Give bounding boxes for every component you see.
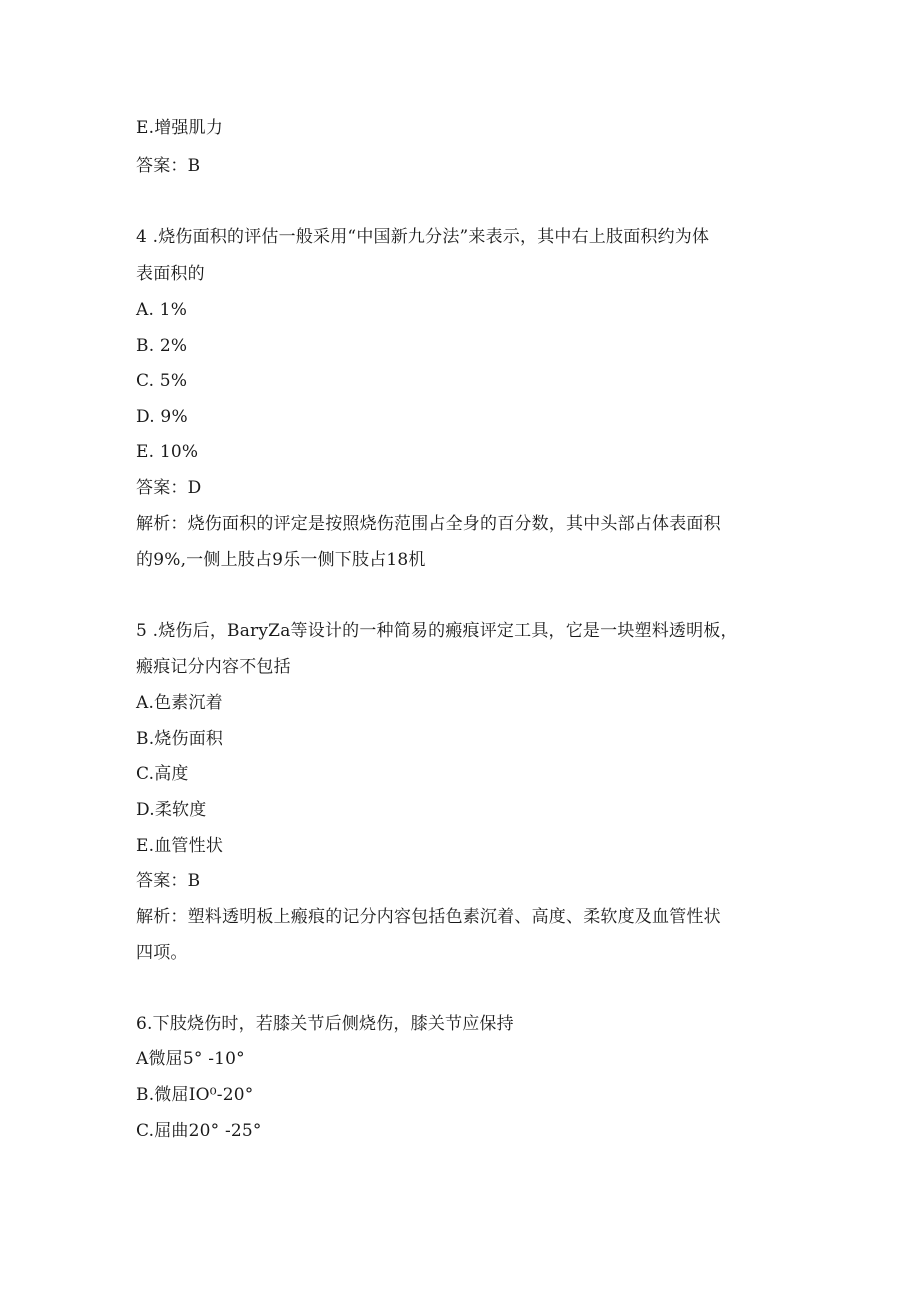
q4-option-e: E. 10% — [136, 442, 199, 462]
q6-stem: 6.下肢烧伤时，若膝关节后侧烧伤，膝关节应保持 — [136, 1014, 514, 1034]
q5-option-e: E.血管性状 — [136, 836, 224, 856]
q3-option-e: E.增强肌力 — [136, 118, 224, 138]
q4-option-d: D. 9% — [136, 407, 188, 427]
q5-explanation-line-1: 解析：塑料透明板上瘢痕的记分内容包括色素沉着、高度、柔软度及血管性状 — [136, 907, 721, 927]
q5-option-a: A.色素沉着 — [136, 693, 223, 713]
q6-option-a: A微屈5° -10° — [136, 1049, 245, 1069]
q5-stem-line-1: 5 .烧伤后，BaryZa等设计的一种简易的瘢痕评定工具，它是一块塑料透明板， — [136, 621, 738, 641]
q6-option-b: B.微屈IO⁰-20° — [136, 1085, 254, 1105]
q4-answer: 答案：D — [136, 478, 202, 498]
q5-stem-line-2: 瘢痕记分内容不包括 — [136, 657, 291, 677]
q4-option-a: A. 1% — [136, 300, 188, 320]
q4-explanation-line-1: 解析：烧伤面积的评定是按照烧伤范围占全身的百分数，其中头部占体表面积 — [136, 514, 721, 534]
q4-option-b: B. 2% — [136, 336, 188, 356]
q5-option-d: D.柔软度 — [136, 800, 207, 820]
q4-stem-line-1: 4 .烧伤面积的评估一般采用“中国新九分法”来表示，其中右上肢面积约为体 — [136, 227, 710, 247]
q4-option-c: C. 5% — [136, 371, 188, 391]
q4-stem-line-2: 表面积的 — [136, 264, 205, 284]
q5-option-c: C.高度 — [136, 764, 189, 784]
q3-answer: 答案：B — [136, 156, 201, 176]
q6-option-c: C.屈曲20° -25° — [136, 1121, 262, 1141]
q5-explanation-line-2: 四项。 — [136, 943, 188, 963]
q5-option-b: B.烧伤面积 — [136, 729, 224, 749]
q4-explanation-line-2: 的9%,一侧上肢占9乐一侧下肢占18机 — [136, 550, 426, 570]
q5-answer: 答案：B — [136, 871, 201, 891]
